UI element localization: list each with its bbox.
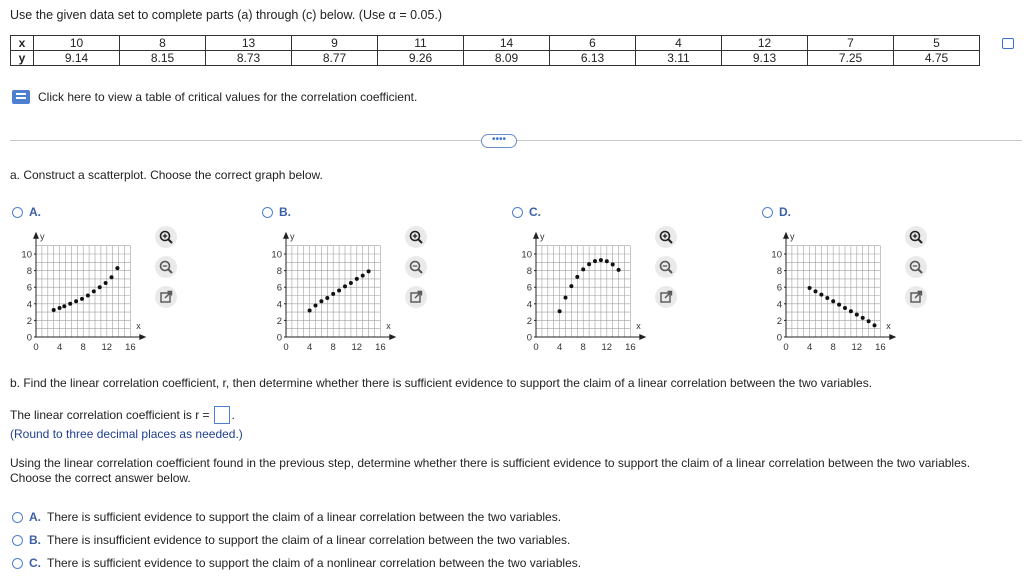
data-point bbox=[355, 277, 359, 281]
external-link-icon bbox=[409, 290, 423, 304]
data-point bbox=[98, 285, 102, 289]
y-tick-label: 0 bbox=[526, 332, 532, 344]
x-cell: 12 bbox=[722, 36, 808, 51]
external-link-icon bbox=[159, 290, 173, 304]
data-point bbox=[349, 281, 353, 285]
x-header: x bbox=[11, 36, 34, 51]
r-answer-line: The linear correlation coefficient is r = . bbox=[10, 408, 235, 422]
x-axis-title: x bbox=[886, 321, 891, 331]
copy-data-icon[interactable] bbox=[1002, 38, 1014, 49]
graph-option-b[interactable] bbox=[262, 205, 502, 360]
answer-option-a[interactable] bbox=[12, 510, 581, 524]
x-cell: 4 bbox=[636, 36, 722, 51]
zoom-out-button[interactable] bbox=[405, 256, 427, 278]
zoom-out-button[interactable] bbox=[655, 256, 677, 278]
answer-options bbox=[12, 510, 581, 579]
critical-values-text: Click here to view a table of critical values for the correlation coefficient. bbox=[38, 90, 418, 104]
x-tick-label: 16 bbox=[875, 342, 886, 353]
expand-button[interactable]: •••• bbox=[481, 134, 517, 148]
x-cell: 13 bbox=[206, 36, 292, 51]
y-arrow bbox=[33, 232, 39, 239]
data-point bbox=[611, 263, 615, 267]
data-point bbox=[308, 308, 312, 312]
x-tick-label: 4 bbox=[56, 342, 63, 353]
y-tick-label: 8 bbox=[526, 266, 532, 278]
radio-c[interactable] bbox=[12, 558, 23, 569]
round-note: (Round to three decimal places as needed.) bbox=[10, 427, 243, 441]
data-point bbox=[331, 292, 335, 296]
popout-button[interactable] bbox=[905, 286, 927, 308]
x-tick-label: 0 bbox=[283, 342, 289, 353]
y-tick-label: 10 bbox=[271, 249, 282, 261]
y-tick-label: 0 bbox=[276, 332, 282, 344]
part-b-question: b. Find the linear correlation coefficient, r, then determine whether there is sufficient evidence to support the claim of a linear correlation between the two variables. bbox=[10, 376, 873, 390]
x-cell: 11 bbox=[378, 36, 464, 51]
y-axis-title: y bbox=[790, 231, 795, 242]
answer-letter-a: A. bbox=[29, 510, 41, 524]
x-cell: 5 bbox=[894, 36, 980, 51]
y-tick-label: 0 bbox=[26, 332, 32, 344]
x-tick-label: 4 bbox=[306, 342, 313, 353]
graph-option-a[interactable] bbox=[12, 205, 252, 360]
y-tick-label: 0 bbox=[776, 332, 782, 344]
graph-letter: C. bbox=[529, 205, 541, 219]
popout-button[interactable] bbox=[655, 286, 677, 308]
x-cell: 9 bbox=[292, 36, 378, 51]
y-cell: 9.14 bbox=[34, 51, 120, 66]
x-tick-label: 12 bbox=[351, 342, 363, 353]
data-point bbox=[367, 269, 371, 273]
y-arrow bbox=[533, 232, 539, 239]
y-tick-label: 4 bbox=[776, 299, 782, 311]
y-cell: 9.13 bbox=[722, 51, 808, 66]
data-point bbox=[873, 323, 877, 327]
x-axis-title: x bbox=[636, 321, 641, 331]
data-point bbox=[569, 284, 573, 288]
graph-radio[interactable] bbox=[12, 207, 23, 218]
answer-text-a: There is sufficient evidence to support the claim of a linear correlation between the two variables. bbox=[47, 510, 562, 524]
data-point bbox=[62, 304, 66, 308]
x-arrow bbox=[139, 334, 146, 340]
y-tick-label: 10 bbox=[21, 249, 32, 261]
x-axis-title: x bbox=[136, 321, 141, 331]
x-tick-label: 12 bbox=[851, 342, 863, 353]
x-arrow bbox=[389, 334, 396, 340]
zoom-out-button[interactable] bbox=[905, 256, 927, 278]
graph-option-d[interactable] bbox=[762, 205, 1002, 360]
y-axis-title: y bbox=[540, 231, 545, 242]
y-tick-label: 6 bbox=[526, 282, 532, 294]
external-link-icon bbox=[659, 290, 673, 304]
answer-option-b[interactable] bbox=[12, 533, 581, 547]
graph-radio[interactable] bbox=[262, 207, 273, 218]
y-tick-label: 8 bbox=[776, 266, 782, 278]
x-tick-label: 0 bbox=[533, 342, 539, 353]
y-cell: 6.13 bbox=[550, 51, 636, 66]
graph-letter: D. bbox=[779, 205, 791, 219]
data-point bbox=[593, 259, 597, 263]
x-tick-label: 12 bbox=[601, 342, 613, 353]
x-tick-label: 8 bbox=[80, 342, 86, 353]
y-arrow bbox=[783, 232, 789, 239]
zoom-in-button[interactable] bbox=[405, 226, 427, 248]
x-tick-label: 12 bbox=[101, 342, 113, 353]
popout-button[interactable] bbox=[405, 286, 427, 308]
x-arrow bbox=[639, 334, 646, 340]
graph-option-c[interactable] bbox=[512, 205, 752, 360]
data-point bbox=[361, 274, 365, 278]
y-tick-label: 6 bbox=[26, 282, 32, 294]
y-tick-label: 6 bbox=[276, 282, 282, 294]
zoom-in-icon bbox=[659, 230, 673, 244]
x-tick-label: 16 bbox=[375, 342, 386, 353]
y-axis-title: y bbox=[40, 231, 45, 242]
x-tick-label: 16 bbox=[625, 342, 636, 353]
data-point bbox=[849, 309, 853, 313]
zoom-in-icon bbox=[909, 230, 923, 244]
y-tick-label: 2 bbox=[526, 315, 532, 327]
data-point bbox=[867, 319, 871, 323]
y-cell: 7.25 bbox=[808, 51, 894, 66]
x-axis-title: x bbox=[386, 321, 391, 331]
y-tick-label: 10 bbox=[771, 249, 782, 261]
data-point bbox=[831, 299, 835, 303]
data-point bbox=[319, 299, 323, 303]
data-point bbox=[819, 293, 823, 297]
y-cell: 8.15 bbox=[120, 51, 206, 66]
data-point bbox=[837, 303, 841, 307]
data-point bbox=[581, 267, 585, 271]
zoom-out-icon bbox=[409, 260, 423, 274]
scatterplot bbox=[250, 227, 410, 357]
data-point bbox=[337, 289, 341, 293]
data-point bbox=[587, 262, 591, 266]
y-tick-label: 2 bbox=[776, 315, 782, 327]
data-point bbox=[808, 286, 812, 290]
graph-letter: B. bbox=[279, 205, 291, 219]
part-a-question: a. Construct a scatterplot. Choose the correct graph below. bbox=[10, 168, 323, 182]
scatterplot bbox=[750, 227, 910, 357]
zoom-in-icon bbox=[409, 230, 423, 244]
y-tick-label: 8 bbox=[276, 266, 282, 278]
x-tick-label: 0 bbox=[33, 342, 39, 353]
answer-text-b: There is insufficient evidence to support the claim of a linear correlation between the two variables. bbox=[47, 533, 571, 547]
y-cell: 8.09 bbox=[464, 51, 550, 66]
data-point bbox=[86, 294, 90, 298]
y-cell: 4.75 bbox=[894, 51, 980, 66]
y-tick-label: 4 bbox=[276, 299, 282, 311]
y-tick-label: 8 bbox=[26, 266, 32, 278]
zoom-out-button[interactable] bbox=[155, 256, 177, 278]
y-tick-label: 4 bbox=[26, 299, 32, 311]
y-header: y bbox=[11, 51, 34, 66]
data-point bbox=[110, 275, 114, 279]
x-row bbox=[11, 36, 980, 51]
x-cell: 14 bbox=[464, 36, 550, 51]
x-arrow bbox=[889, 334, 896, 340]
x-tick-label: 8 bbox=[580, 342, 586, 353]
y-tick-label: 2 bbox=[276, 315, 282, 327]
x-tick-label: 4 bbox=[556, 342, 563, 353]
data-point bbox=[855, 313, 859, 317]
x-tick-label: 0 bbox=[783, 342, 789, 353]
using-text: Using the linear correlation coefficient found in the previous step, determine whether there is sufficient evidence to support the claim of a linear correlation between the two variables. Choose the correct answer below. bbox=[10, 456, 971, 485]
instruction-text: Use the given data set to complete parts (a) through (c) below. (Use α = 0.05.) bbox=[10, 8, 443, 22]
data-point bbox=[843, 306, 847, 310]
zoom-in-icon bbox=[159, 230, 173, 244]
data-table bbox=[10, 35, 980, 66]
data-point bbox=[825, 296, 829, 300]
data-point bbox=[115, 266, 119, 270]
critical-values-link[interactable] bbox=[12, 90, 417, 104]
x-tick-label: 8 bbox=[330, 342, 336, 353]
radio-b[interactable] bbox=[12, 535, 23, 546]
zoom-out-icon bbox=[909, 260, 923, 274]
x-cell: 10 bbox=[34, 36, 120, 51]
y-cell: 8.73 bbox=[206, 51, 292, 66]
data-point bbox=[325, 296, 329, 300]
y-arrow bbox=[283, 232, 289, 239]
y-tick-label: 2 bbox=[26, 315, 32, 327]
x-tick-label: 8 bbox=[830, 342, 836, 353]
y-tick-label: 10 bbox=[521, 249, 532, 261]
zoom-in-button[interactable] bbox=[655, 226, 677, 248]
data-point bbox=[92, 289, 96, 293]
graph-radio[interactable] bbox=[762, 207, 773, 218]
data-point bbox=[74, 299, 78, 303]
x-cell: 8 bbox=[120, 36, 206, 51]
y-cell: 9.26 bbox=[378, 51, 464, 66]
zoom-in-button[interactable] bbox=[905, 226, 927, 248]
answer-letter-c: C. bbox=[29, 556, 41, 570]
answer-option-c[interactable] bbox=[12, 556, 581, 570]
r-prompt: The linear correlation coefficient is r = bbox=[10, 408, 210, 422]
data-point bbox=[605, 259, 609, 263]
y-row bbox=[11, 51, 980, 66]
data-point bbox=[52, 308, 56, 312]
external-link-icon bbox=[909, 290, 923, 304]
data-point bbox=[68, 302, 72, 306]
y-tick-label: 6 bbox=[776, 282, 782, 294]
y-cell: 3.11 bbox=[636, 51, 722, 66]
popout-button[interactable] bbox=[155, 286, 177, 308]
zoom-in-button[interactable] bbox=[155, 226, 177, 248]
scatterplot bbox=[0, 227, 160, 357]
x-tick-label: 16 bbox=[125, 342, 136, 353]
book-icon bbox=[12, 90, 30, 104]
x-cell: 6 bbox=[550, 36, 636, 51]
y-tick-label: 4 bbox=[526, 299, 532, 311]
answer-letter-b: B. bbox=[29, 533, 41, 547]
zoom-out-icon bbox=[659, 260, 673, 274]
zoom-out-icon bbox=[159, 260, 173, 274]
graph-letter: A. bbox=[29, 205, 41, 219]
x-tick-label: 4 bbox=[806, 342, 813, 353]
answer-text-c: There is sufficient evidence to support the claim of a nonlinear correlation between the two variables. bbox=[47, 556, 582, 570]
y-cell: 8.77 bbox=[292, 51, 378, 66]
data-point bbox=[58, 306, 62, 310]
y-axis-title: y bbox=[290, 231, 295, 242]
r-input[interactable] bbox=[214, 406, 230, 424]
data-point bbox=[814, 289, 818, 293]
data-point bbox=[104, 281, 108, 285]
radio-a[interactable] bbox=[12, 512, 23, 523]
data-point bbox=[861, 316, 865, 320]
data-point bbox=[558, 309, 562, 313]
data-point bbox=[564, 296, 568, 300]
graph-radio[interactable] bbox=[512, 207, 523, 218]
x-cell: 7 bbox=[808, 36, 894, 51]
data-point bbox=[575, 275, 579, 279]
data-point bbox=[80, 297, 84, 301]
data-point bbox=[599, 258, 603, 262]
data-point bbox=[617, 268, 621, 272]
data-point bbox=[343, 284, 347, 288]
scatterplot bbox=[500, 227, 660, 357]
data-point bbox=[314, 303, 318, 307]
